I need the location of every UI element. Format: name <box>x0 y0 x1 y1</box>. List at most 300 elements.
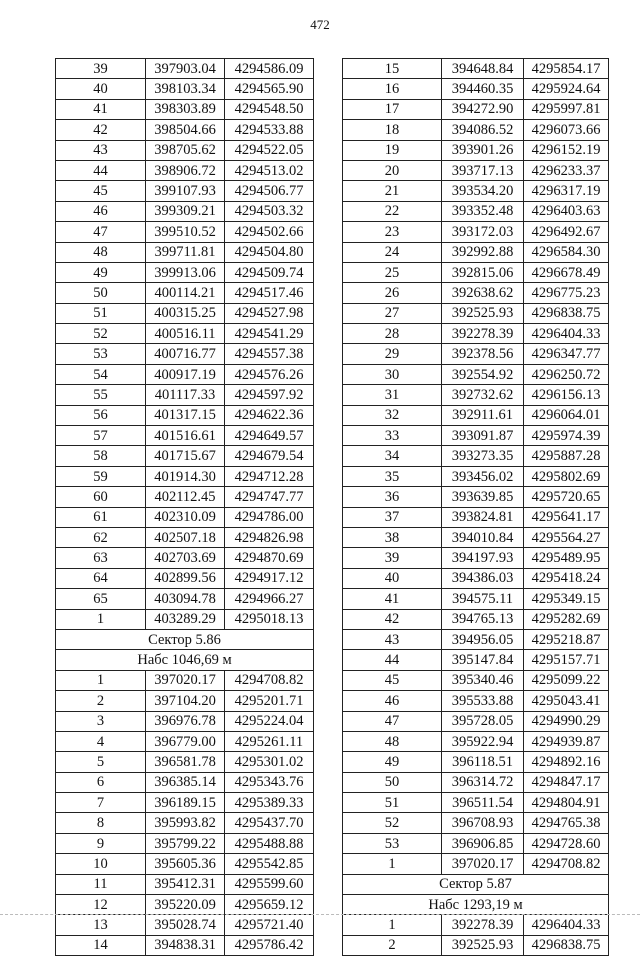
x-coordinate: 393091.87 <box>442 426 524 446</box>
table-row <box>56 303 314 323</box>
scan-edge-line <box>0 914 640 915</box>
x-coordinate: 399913.06 <box>146 262 225 282</box>
table-row <box>56 79 314 99</box>
table-row <box>343 548 609 568</box>
table-row <box>343 201 609 221</box>
coordinates-table-left <box>55 58 314 956</box>
point-number: 37 <box>343 507 442 527</box>
y-coordinate: 4296403.63 <box>524 201 609 221</box>
x-coordinate: 401317.15 <box>146 405 225 425</box>
table-row <box>56 731 314 751</box>
table-row <box>343 242 609 262</box>
x-coordinate: 393352.48 <box>442 201 524 221</box>
x-coordinate: 395412.31 <box>146 874 225 894</box>
y-coordinate: 4294622.36 <box>225 405 314 425</box>
point-number: 27 <box>343 303 442 323</box>
table-row <box>56 895 314 915</box>
point-number: 65 <box>56 589 146 609</box>
point-number: 5 <box>56 752 146 772</box>
table-row <box>56 140 314 160</box>
y-coordinate: 4294541.29 <box>225 324 314 344</box>
table-row <box>343 793 609 813</box>
sector-header: Набс 1046,69 м <box>56 650 314 670</box>
point-number: 44 <box>343 650 442 670</box>
y-coordinate: 4296064.01 <box>524 405 609 425</box>
y-coordinate: 4296317.19 <box>524 181 609 201</box>
y-coordinate: 4295887.28 <box>524 446 609 466</box>
point-number: 15 <box>343 59 442 79</box>
point-number: 23 <box>343 222 442 242</box>
x-coordinate: 393534.20 <box>442 181 524 201</box>
table-row <box>343 140 609 160</box>
point-number: 22 <box>343 201 442 221</box>
table-row <box>343 99 609 119</box>
point-number: 10 <box>56 854 146 874</box>
y-coordinate: 4295489.95 <box>524 548 609 568</box>
x-coordinate: 392815.06 <box>442 262 524 282</box>
x-coordinate: 394575.11 <box>442 589 524 609</box>
y-coordinate: 4295854.17 <box>524 59 609 79</box>
x-coordinate: 403289.29 <box>146 609 225 629</box>
point-number: 43 <box>56 140 146 160</box>
x-coordinate: 397020.17 <box>146 670 225 690</box>
y-coordinate: 4295224.04 <box>225 711 314 731</box>
point-number: 1 <box>56 609 146 629</box>
x-coordinate: 394386.03 <box>442 568 524 588</box>
x-coordinate: 392278.39 <box>442 915 524 935</box>
x-coordinate: 395147.84 <box>442 650 524 670</box>
point-number: 49 <box>56 262 146 282</box>
point-number: 36 <box>343 487 442 507</box>
y-coordinate: 4294966.27 <box>225 589 314 609</box>
x-coordinate: 394272.90 <box>442 99 524 119</box>
y-coordinate: 4294509.74 <box>225 262 314 282</box>
point-number: 30 <box>343 364 442 384</box>
y-coordinate: 4294892.16 <box>524 752 609 772</box>
y-coordinate: 4295343.76 <box>225 772 314 792</box>
table-row <box>343 813 609 833</box>
y-coordinate: 4294527.98 <box>225 303 314 323</box>
x-coordinate: 396779.00 <box>146 731 225 751</box>
point-number: 43 <box>343 629 442 649</box>
table-row <box>56 935 314 955</box>
y-coordinate: 4295218.87 <box>524 629 609 649</box>
point-number: 1 <box>343 915 442 935</box>
x-coordinate: 394956.05 <box>442 629 524 649</box>
sector-header-row <box>56 629 314 649</box>
point-number: 55 <box>56 385 146 405</box>
point-number: 38 <box>343 527 442 547</box>
table-row <box>56 752 314 772</box>
point-number: 61 <box>56 507 146 527</box>
point-number: 52 <box>343 813 442 833</box>
point-number: 42 <box>56 120 146 140</box>
y-coordinate: 4294917.12 <box>225 568 314 588</box>
x-coordinate: 396906.85 <box>442 833 524 853</box>
y-coordinate: 4295924.64 <box>524 79 609 99</box>
x-coordinate: 394648.84 <box>442 59 524 79</box>
y-coordinate: 4295018.13 <box>225 609 314 629</box>
x-coordinate: 397903.04 <box>146 59 225 79</box>
x-coordinate: 395028.74 <box>146 915 225 935</box>
table-row <box>343 589 609 609</box>
point-number: 14 <box>56 935 146 955</box>
y-coordinate: 4295641.17 <box>524 507 609 527</box>
y-coordinate: 4295418.24 <box>524 568 609 588</box>
x-coordinate: 401715.67 <box>146 446 225 466</box>
point-number: 18 <box>343 120 442 140</box>
x-coordinate: 398103.34 <box>146 79 225 99</box>
y-coordinate: 4294576.26 <box>225 364 314 384</box>
table-row <box>343 59 609 79</box>
y-coordinate: 4294804.91 <box>524 793 609 813</box>
x-coordinate: 393273.35 <box>442 446 524 466</box>
point-number: 4 <box>56 731 146 751</box>
point-number: 50 <box>56 283 146 303</box>
table-row <box>343 487 609 507</box>
point-number: 39 <box>343 548 442 568</box>
x-coordinate: 392278.39 <box>442 324 524 344</box>
table-row <box>56 405 314 425</box>
table-row <box>343 772 609 792</box>
point-number: 40 <box>343 568 442 588</box>
table-row <box>56 487 314 507</box>
y-coordinate: 4296156.13 <box>524 385 609 405</box>
table-row <box>343 854 609 874</box>
y-coordinate: 4294679.54 <box>225 446 314 466</box>
y-coordinate: 4294548.50 <box>225 99 314 119</box>
table-row <box>56 772 314 792</box>
y-coordinate: 4294786.00 <box>225 507 314 527</box>
x-coordinate: 400516.11 <box>146 324 225 344</box>
y-coordinate: 4295488.88 <box>225 833 314 853</box>
page-number: 472 <box>310 17 330 32</box>
point-number: 51 <box>56 303 146 323</box>
y-coordinate: 4295542.85 <box>225 854 314 874</box>
y-coordinate: 4295786.42 <box>225 935 314 955</box>
x-coordinate: 395993.82 <box>146 813 225 833</box>
x-coordinate: 393717.13 <box>442 160 524 180</box>
y-coordinate: 4295201.71 <box>225 691 314 711</box>
y-coordinate: 4296073.66 <box>524 120 609 140</box>
sector-header: Набс 1293,19 м <box>343 895 609 915</box>
table-row <box>343 650 609 670</box>
y-coordinate: 4295720.65 <box>524 487 609 507</box>
x-coordinate: 392732.62 <box>442 385 524 405</box>
point-number: 52 <box>56 324 146 344</box>
x-coordinate: 402703.69 <box>146 548 225 568</box>
point-number: 53 <box>343 833 442 853</box>
point-number: 33 <box>343 426 442 446</box>
y-coordinate: 4294517.46 <box>225 283 314 303</box>
point-number: 58 <box>56 446 146 466</box>
point-number: 41 <box>343 589 442 609</box>
x-coordinate: 396976.78 <box>146 711 225 731</box>
x-coordinate: 396314.72 <box>442 772 524 792</box>
x-coordinate: 393639.85 <box>442 487 524 507</box>
table-row <box>343 752 609 772</box>
point-number: 50 <box>343 772 442 792</box>
table-row <box>56 242 314 262</box>
x-coordinate: 402507.18 <box>146 527 225 547</box>
point-number: 3 <box>56 711 146 731</box>
x-coordinate: 392911.61 <box>442 405 524 425</box>
point-number: 8 <box>56 813 146 833</box>
point-number: 1 <box>56 670 146 690</box>
table-row <box>343 344 609 364</box>
point-number: 56 <box>56 405 146 425</box>
table-row <box>343 222 609 242</box>
point-number: 32 <box>343 405 442 425</box>
table-row <box>343 711 609 731</box>
x-coordinate: 397020.17 <box>442 854 524 874</box>
x-coordinate: 402112.45 <box>146 487 225 507</box>
x-coordinate: 399510.52 <box>146 222 225 242</box>
point-number: 16 <box>343 79 442 99</box>
point-number: 40 <box>56 79 146 99</box>
point-number: 59 <box>56 466 146 486</box>
table-row <box>56 915 314 935</box>
y-coordinate: 4296838.75 <box>524 935 609 955</box>
y-coordinate: 4294708.82 <box>225 670 314 690</box>
y-coordinate: 4296347.77 <box>524 344 609 364</box>
y-coordinate: 4296584.30 <box>524 242 609 262</box>
table-row <box>343 731 609 751</box>
table-row <box>343 283 609 303</box>
table-row <box>56 181 314 201</box>
table-row <box>343 405 609 425</box>
y-coordinate: 4295974.39 <box>524 426 609 446</box>
y-coordinate: 4295099.22 <box>524 670 609 690</box>
point-number: 41 <box>56 99 146 119</box>
table-row <box>343 935 609 955</box>
table-row <box>56 507 314 527</box>
y-coordinate: 4295997.81 <box>524 99 609 119</box>
x-coordinate: 398906.72 <box>146 160 225 180</box>
x-coordinate: 394197.93 <box>442 548 524 568</box>
x-coordinate: 400315.25 <box>146 303 225 323</box>
point-number: 31 <box>343 385 442 405</box>
y-coordinate: 4294586.09 <box>225 59 314 79</box>
sector-header-row <box>56 650 314 670</box>
y-coordinate: 4296152.19 <box>524 140 609 160</box>
x-coordinate: 402899.56 <box>146 568 225 588</box>
x-coordinate: 401516.61 <box>146 426 225 446</box>
y-coordinate: 4294533.88 <box>225 120 314 140</box>
point-number: 20 <box>343 160 442 180</box>
point-number: 2 <box>56 691 146 711</box>
point-number: 45 <box>343 670 442 690</box>
y-coordinate: 4296250.72 <box>524 364 609 384</box>
x-coordinate: 396118.51 <box>442 752 524 772</box>
y-coordinate: 4295043.41 <box>524 691 609 711</box>
x-coordinate: 394010.84 <box>442 527 524 547</box>
y-coordinate: 4294506.77 <box>225 181 314 201</box>
x-coordinate: 396511.54 <box>442 793 524 813</box>
table-row <box>343 527 609 547</box>
x-coordinate: 395220.09 <box>146 895 225 915</box>
table-row <box>56 364 314 384</box>
y-coordinate: 4295282.69 <box>524 609 609 629</box>
y-coordinate: 4296492.67 <box>524 222 609 242</box>
y-coordinate: 4294597.92 <box>225 385 314 405</box>
table-row <box>343 79 609 99</box>
point-number: 62 <box>56 527 146 547</box>
point-number: 13 <box>56 915 146 935</box>
point-number: 12 <box>56 895 146 915</box>
table-row <box>343 670 609 690</box>
x-coordinate: 394086.52 <box>442 120 524 140</box>
table-row <box>56 589 314 609</box>
table-row <box>56 324 314 344</box>
point-number: 42 <box>343 609 442 629</box>
x-coordinate: 395605.36 <box>146 854 225 874</box>
point-number: 7 <box>56 793 146 813</box>
y-coordinate: 4294513.02 <box>225 160 314 180</box>
table-row <box>56 670 314 690</box>
table-row <box>56 527 314 547</box>
table-row <box>343 303 609 323</box>
y-coordinate: 4294870.69 <box>225 548 314 568</box>
point-number: 21 <box>343 181 442 201</box>
y-coordinate: 4295437.70 <box>225 813 314 833</box>
table-row <box>56 222 314 242</box>
y-coordinate: 4294747.77 <box>225 487 314 507</box>
table-row <box>56 426 314 446</box>
table-row <box>343 568 609 588</box>
table-row <box>343 120 609 140</box>
sector-header-row <box>343 895 609 915</box>
x-coordinate: 401117.33 <box>146 385 225 405</box>
table-row <box>56 711 314 731</box>
y-coordinate: 4295599.60 <box>225 874 314 894</box>
x-coordinate: 401914.30 <box>146 466 225 486</box>
table-row <box>56 854 314 874</box>
table-row <box>343 609 609 629</box>
table-row <box>343 833 609 853</box>
point-number: 24 <box>343 242 442 262</box>
y-coordinate: 4295389.33 <box>225 793 314 813</box>
y-coordinate: 4294728.60 <box>524 833 609 853</box>
sector-header-row <box>343 874 609 894</box>
x-coordinate: 392992.88 <box>442 242 524 262</box>
x-coordinate: 398504.66 <box>146 120 225 140</box>
y-coordinate: 4296838.75 <box>524 303 609 323</box>
x-coordinate: 400917.19 <box>146 364 225 384</box>
x-coordinate: 393824.81 <box>442 507 524 527</box>
point-number: 47 <box>343 711 442 731</box>
y-coordinate: 4294504.80 <box>225 242 314 262</box>
point-number: 57 <box>56 426 146 446</box>
x-coordinate: 396189.15 <box>146 793 225 813</box>
table-row <box>56 548 314 568</box>
x-coordinate: 395799.22 <box>146 833 225 853</box>
table-row <box>56 609 314 629</box>
point-number: 6 <box>56 772 146 792</box>
table-row <box>56 813 314 833</box>
x-coordinate: 395728.05 <box>442 711 524 731</box>
coordinates-table-right <box>342 58 609 956</box>
table-row <box>343 629 609 649</box>
y-coordinate: 4295349.15 <box>524 589 609 609</box>
x-coordinate: 399107.93 <box>146 181 225 201</box>
table-row <box>56 283 314 303</box>
y-coordinate: 4294826.98 <box>225 527 314 547</box>
table-row <box>343 160 609 180</box>
point-number: 54 <box>56 364 146 384</box>
x-coordinate: 394765.13 <box>442 609 524 629</box>
x-coordinate: 396581.78 <box>146 752 225 772</box>
table-row <box>343 426 609 446</box>
x-coordinate: 394838.31 <box>146 935 225 955</box>
point-number: 1 <box>343 854 442 874</box>
x-coordinate: 394460.35 <box>442 79 524 99</box>
table-row <box>343 324 609 344</box>
table-row <box>56 262 314 282</box>
point-number: 46 <box>56 201 146 221</box>
x-coordinate: 393456.02 <box>442 466 524 486</box>
y-coordinate: 4296233.37 <box>524 160 609 180</box>
table-row <box>343 181 609 201</box>
table-row <box>56 160 314 180</box>
x-coordinate: 392638.62 <box>442 283 524 303</box>
x-coordinate: 392525.93 <box>442 935 524 955</box>
y-coordinate: 4295564.27 <box>524 527 609 547</box>
y-coordinate: 4294557.38 <box>225 344 314 364</box>
x-coordinate: 399711.81 <box>146 242 225 262</box>
table-row <box>343 466 609 486</box>
table-row <box>56 201 314 221</box>
sector-header: Сектор 5.87 <box>343 874 609 894</box>
point-number: 63 <box>56 548 146 568</box>
point-number: 2 <box>343 935 442 955</box>
point-number: 28 <box>343 324 442 344</box>
table-row <box>56 874 314 894</box>
y-coordinate: 4294847.17 <box>524 772 609 792</box>
point-number: 53 <box>56 344 146 364</box>
x-coordinate: 395340.46 <box>442 670 524 690</box>
y-coordinate: 4294565.90 <box>225 79 314 99</box>
table-row <box>56 833 314 853</box>
table-row <box>343 915 609 935</box>
point-number: 29 <box>343 344 442 364</box>
y-coordinate: 4294649.57 <box>225 426 314 446</box>
table-row <box>343 385 609 405</box>
y-coordinate: 4294765.38 <box>524 813 609 833</box>
point-number: 64 <box>56 568 146 588</box>
x-coordinate: 403094.78 <box>146 589 225 609</box>
point-number: 39 <box>56 59 146 79</box>
x-coordinate: 393172.03 <box>442 222 524 242</box>
table-row <box>343 364 609 384</box>
table-row <box>343 446 609 466</box>
y-coordinate: 4294712.28 <box>225 466 314 486</box>
point-number: 48 <box>56 242 146 262</box>
point-number: 11 <box>56 874 146 894</box>
y-coordinate: 4295157.71 <box>524 650 609 670</box>
point-number: 34 <box>343 446 442 466</box>
point-number: 19 <box>343 140 442 160</box>
point-number: 17 <box>343 99 442 119</box>
y-coordinate: 4294939.87 <box>524 731 609 751</box>
x-coordinate: 398303.89 <box>146 99 225 119</box>
table-row <box>343 507 609 527</box>
table-row <box>56 99 314 119</box>
point-number: 46 <box>343 691 442 711</box>
table-row <box>56 120 314 140</box>
x-coordinate: 393901.26 <box>442 140 524 160</box>
point-number: 45 <box>56 181 146 201</box>
